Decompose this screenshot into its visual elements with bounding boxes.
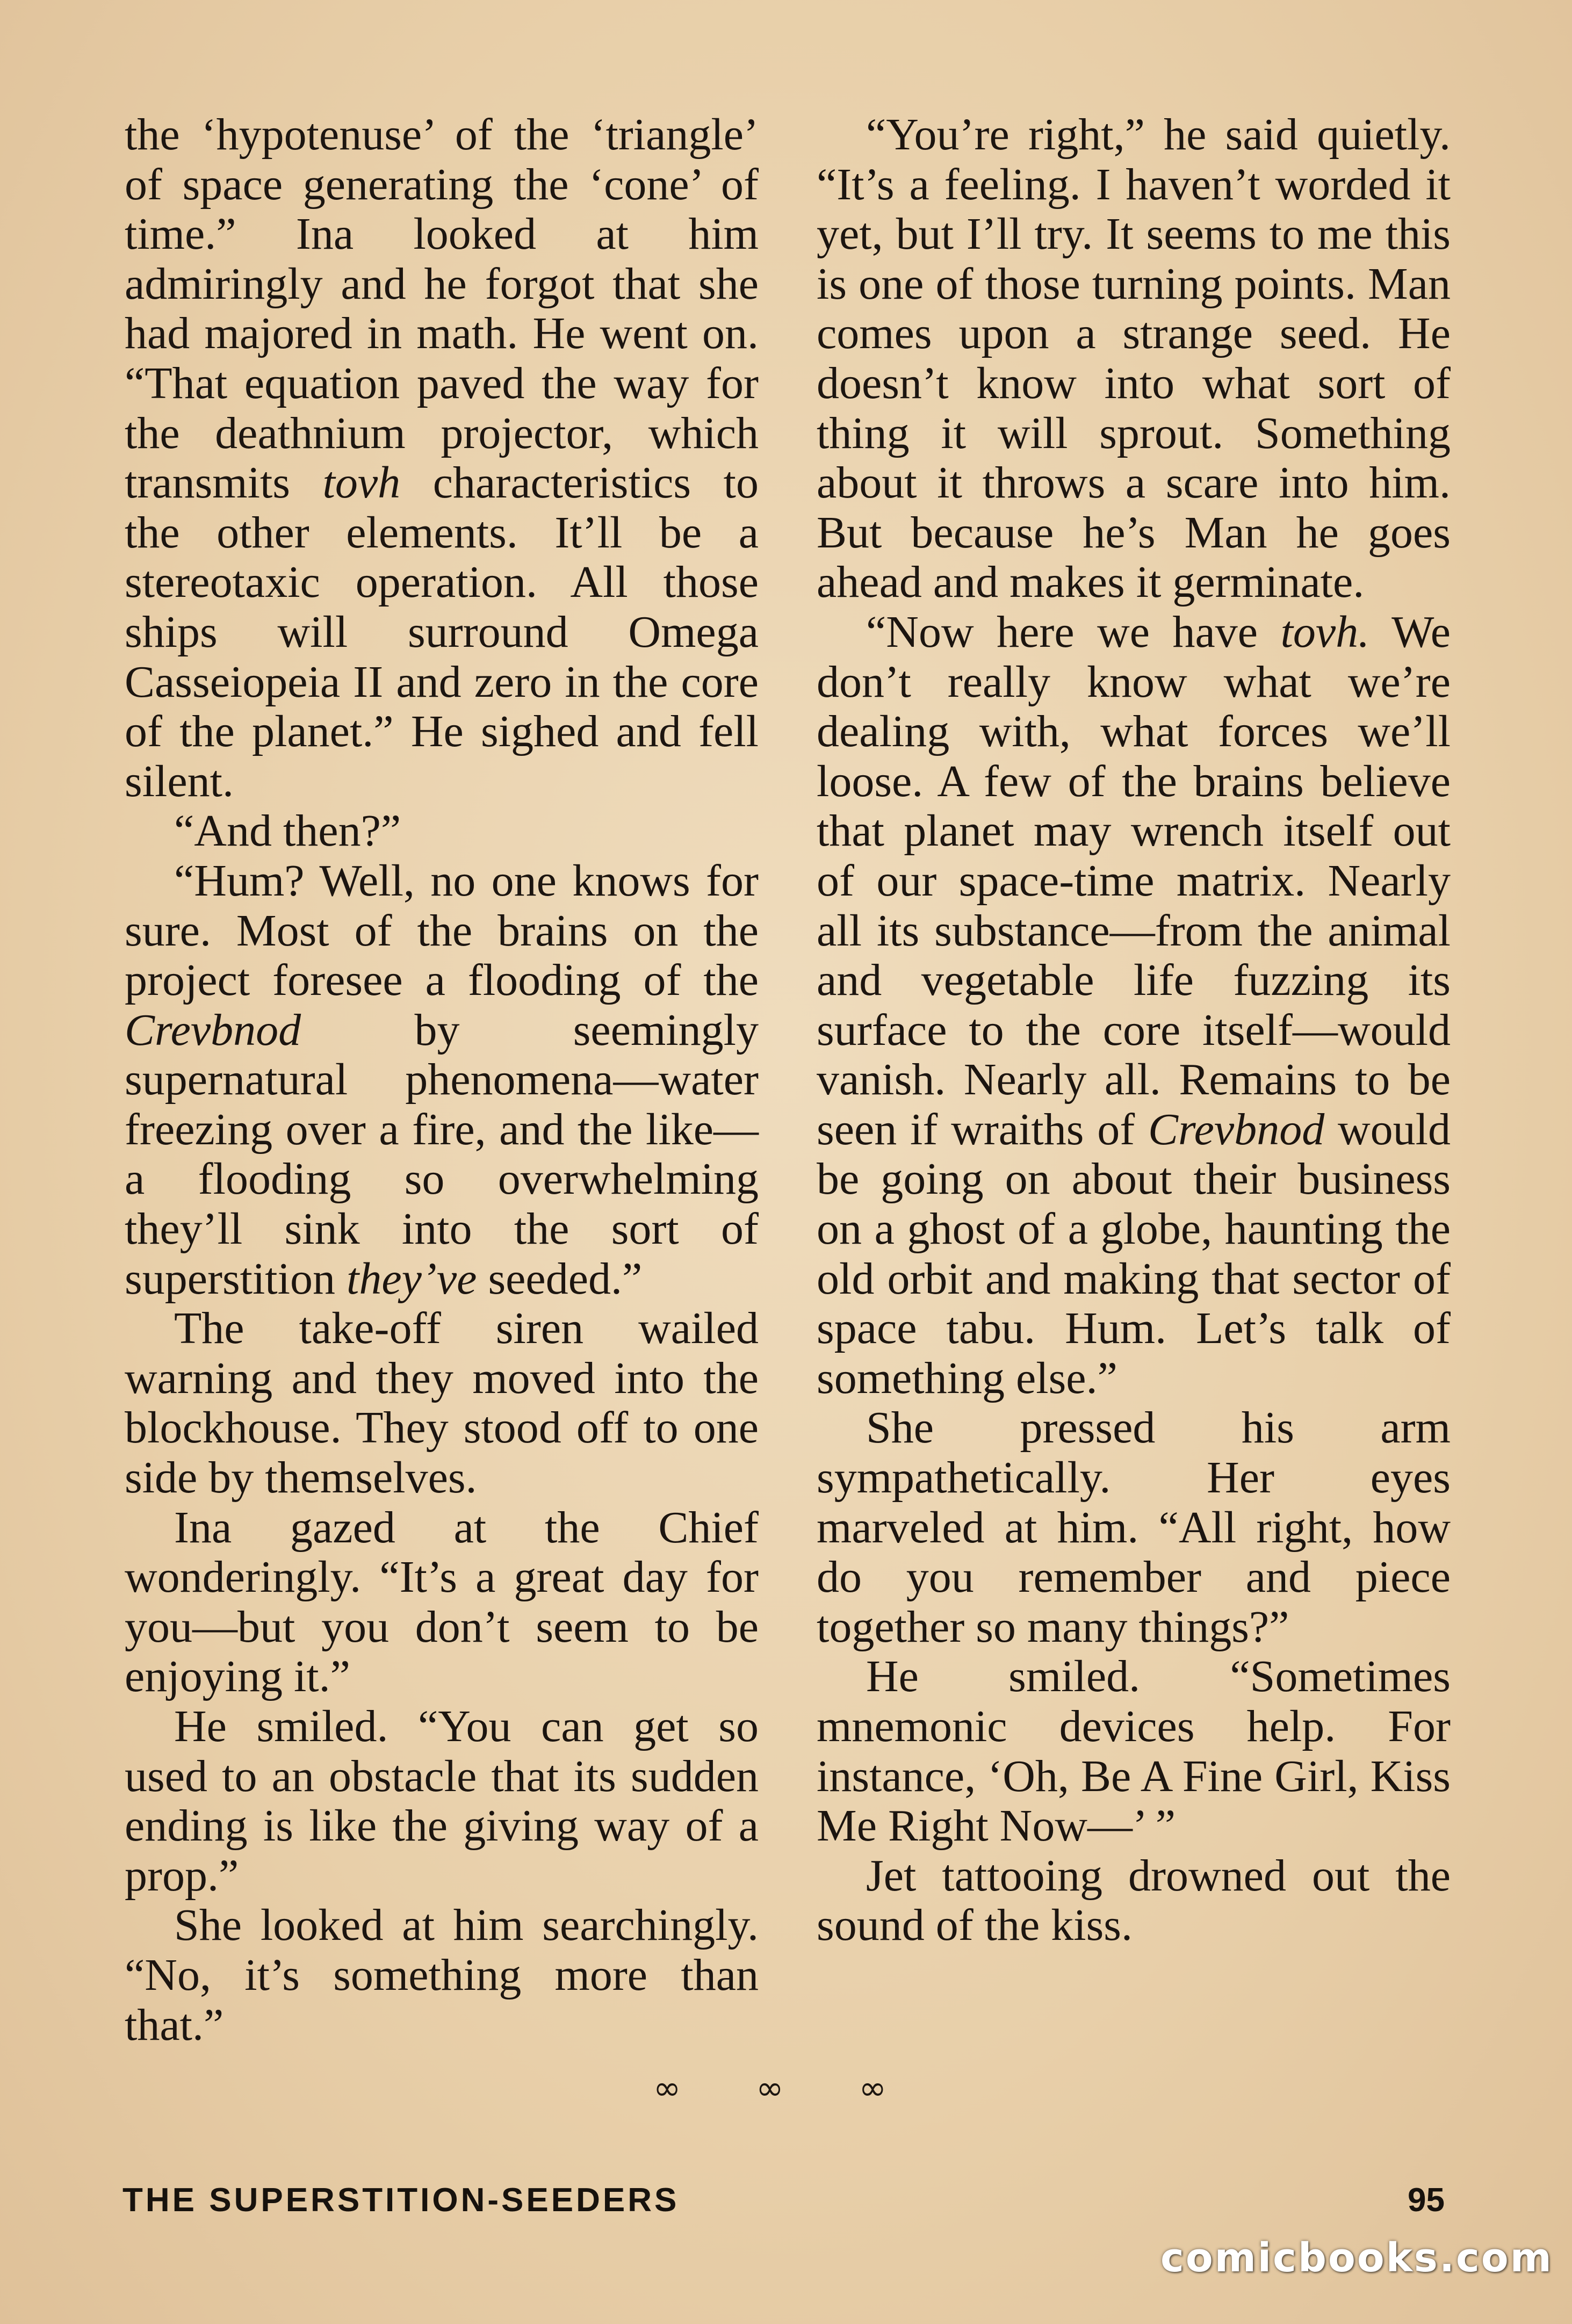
text-run: by seemingly supernatural phenomena—water freezing over a fire, and the like—a flooding so overwhelming they’ll sink into the sort of superstition <box>125 1005 759 1304</box>
text-run: The take-off siren wailed warning and they moved into the blockhouse. They stood off to one side by themselves. <box>125 1303 759 1503</box>
text-run: He smiled. “You can get so used to an obstacle that its sudden ending is like the giving way of a prop.” <box>125 1701 759 1901</box>
left-column-paragraph <box>125 1702 759 1901</box>
text-run: “Now here we have <box>866 607 1281 657</box>
left-column <box>125 110 759 2050</box>
text-run: “Hum? Well, no one knows for sure. Most of the brains on the project foresee a flooding of the <box>125 855 759 1006</box>
italic-text: Crevbnod <box>125 1005 301 1055</box>
text-run: She looked at him searchingly. “No, it’s something more than that.” <box>125 1900 759 2050</box>
watermark-logo: comicbooks.com <box>1160 2235 1553 2281</box>
text-run: “You’re right,” he said quietly. “It’s a feeling. I haven’t worded it yet, but I’ll try. It seems to me this is one of those turning points. Man comes upon a strange seed. He doesn’t know into what sort of thing it will sprout. Something about it throws a scare into him. But because he’s Man he goes ahead and makes it germinate. <box>817 110 1451 608</box>
text-run: She pressed his arm sympathetically. Her eyes marveled at him. “All right, how do you remember and piece together so many things?” <box>817 1403 1451 1652</box>
left-column-paragraph <box>125 1901 759 2050</box>
section-break-ornament: ∞ ∞ ∞ <box>653 2068 919 2108</box>
left-column-paragraph <box>125 806 759 856</box>
left-column-paragraph <box>125 1503 759 1702</box>
italic-text: tovh <box>322 458 401 508</box>
left-column-paragraph <box>125 1304 759 1503</box>
text-run: He smiled. “Sometimes mnemonic devices help. For instance, ‘Oh, Be A Fine Girl, Kiss Me Right Now—’ ” <box>817 1651 1451 1851</box>
left-column-paragraph <box>125 856 759 1304</box>
text-run: Jet tattooing drowned out the sound of the kiss. <box>817 1850 1451 1951</box>
right-column-paragraph <box>817 1652 1451 1851</box>
right-column-paragraph <box>817 608 1451 1404</box>
text-run: We don’t really know what we’re dealing with, what forces we’ll loose. A few of the brains believe that planet may wrench itself out of our space-time matrix. Nearly all its substance—from the animal and vegetable life fuzzing its surface to the core itself—would vanish. Nearly all. Remains to be seen if wraiths of <box>817 607 1451 1154</box>
right-column <box>817 110 1451 1951</box>
italic-text: they’ve <box>347 1253 477 1304</box>
italic-text: tovh. <box>1280 607 1370 657</box>
text-run: seeded.” <box>477 1253 643 1304</box>
page-number: 95 <box>1408 2182 1445 2219</box>
left-column-paragraph <box>125 110 759 806</box>
right-column-paragraph <box>817 110 1451 608</box>
running-footer-title: THE SUPERSTITION-SEEDERS <box>122 2182 680 2219</box>
text-run: characteristics to the other elements. It’ll be a stereotaxic operation. All those ships will surround Omega Casseiopeia II and zero in the core of the planet.” He sighed and fell silent. <box>125 458 759 806</box>
right-column-paragraph <box>817 1851 1451 1951</box>
text-run: the ‘hypotenuse’ of the ‘triangle’ of space generating the ‘cone’ of time.” Ina looked at him admiringly and he forgot that she had majored in math. He went on. “That equation paved the way for the deathnium projector, which transmits <box>125 110 759 508</box>
text-run: Ina gazed at the Chief wonderingly. “It’s a great day for you—but you don’t seem to be enjoying it.” <box>125 1502 759 1702</box>
right-column-paragraph <box>817 1403 1451 1652</box>
italic-text: Crevbnod <box>1148 1104 1325 1154</box>
text-run: would be going on about their business on a ghost of a globe, haunting the old orbit and making that sector of space tabu. Hum. Let’s talk of something else.” <box>817 1104 1451 1403</box>
text-run: “And then?” <box>174 806 401 856</box>
